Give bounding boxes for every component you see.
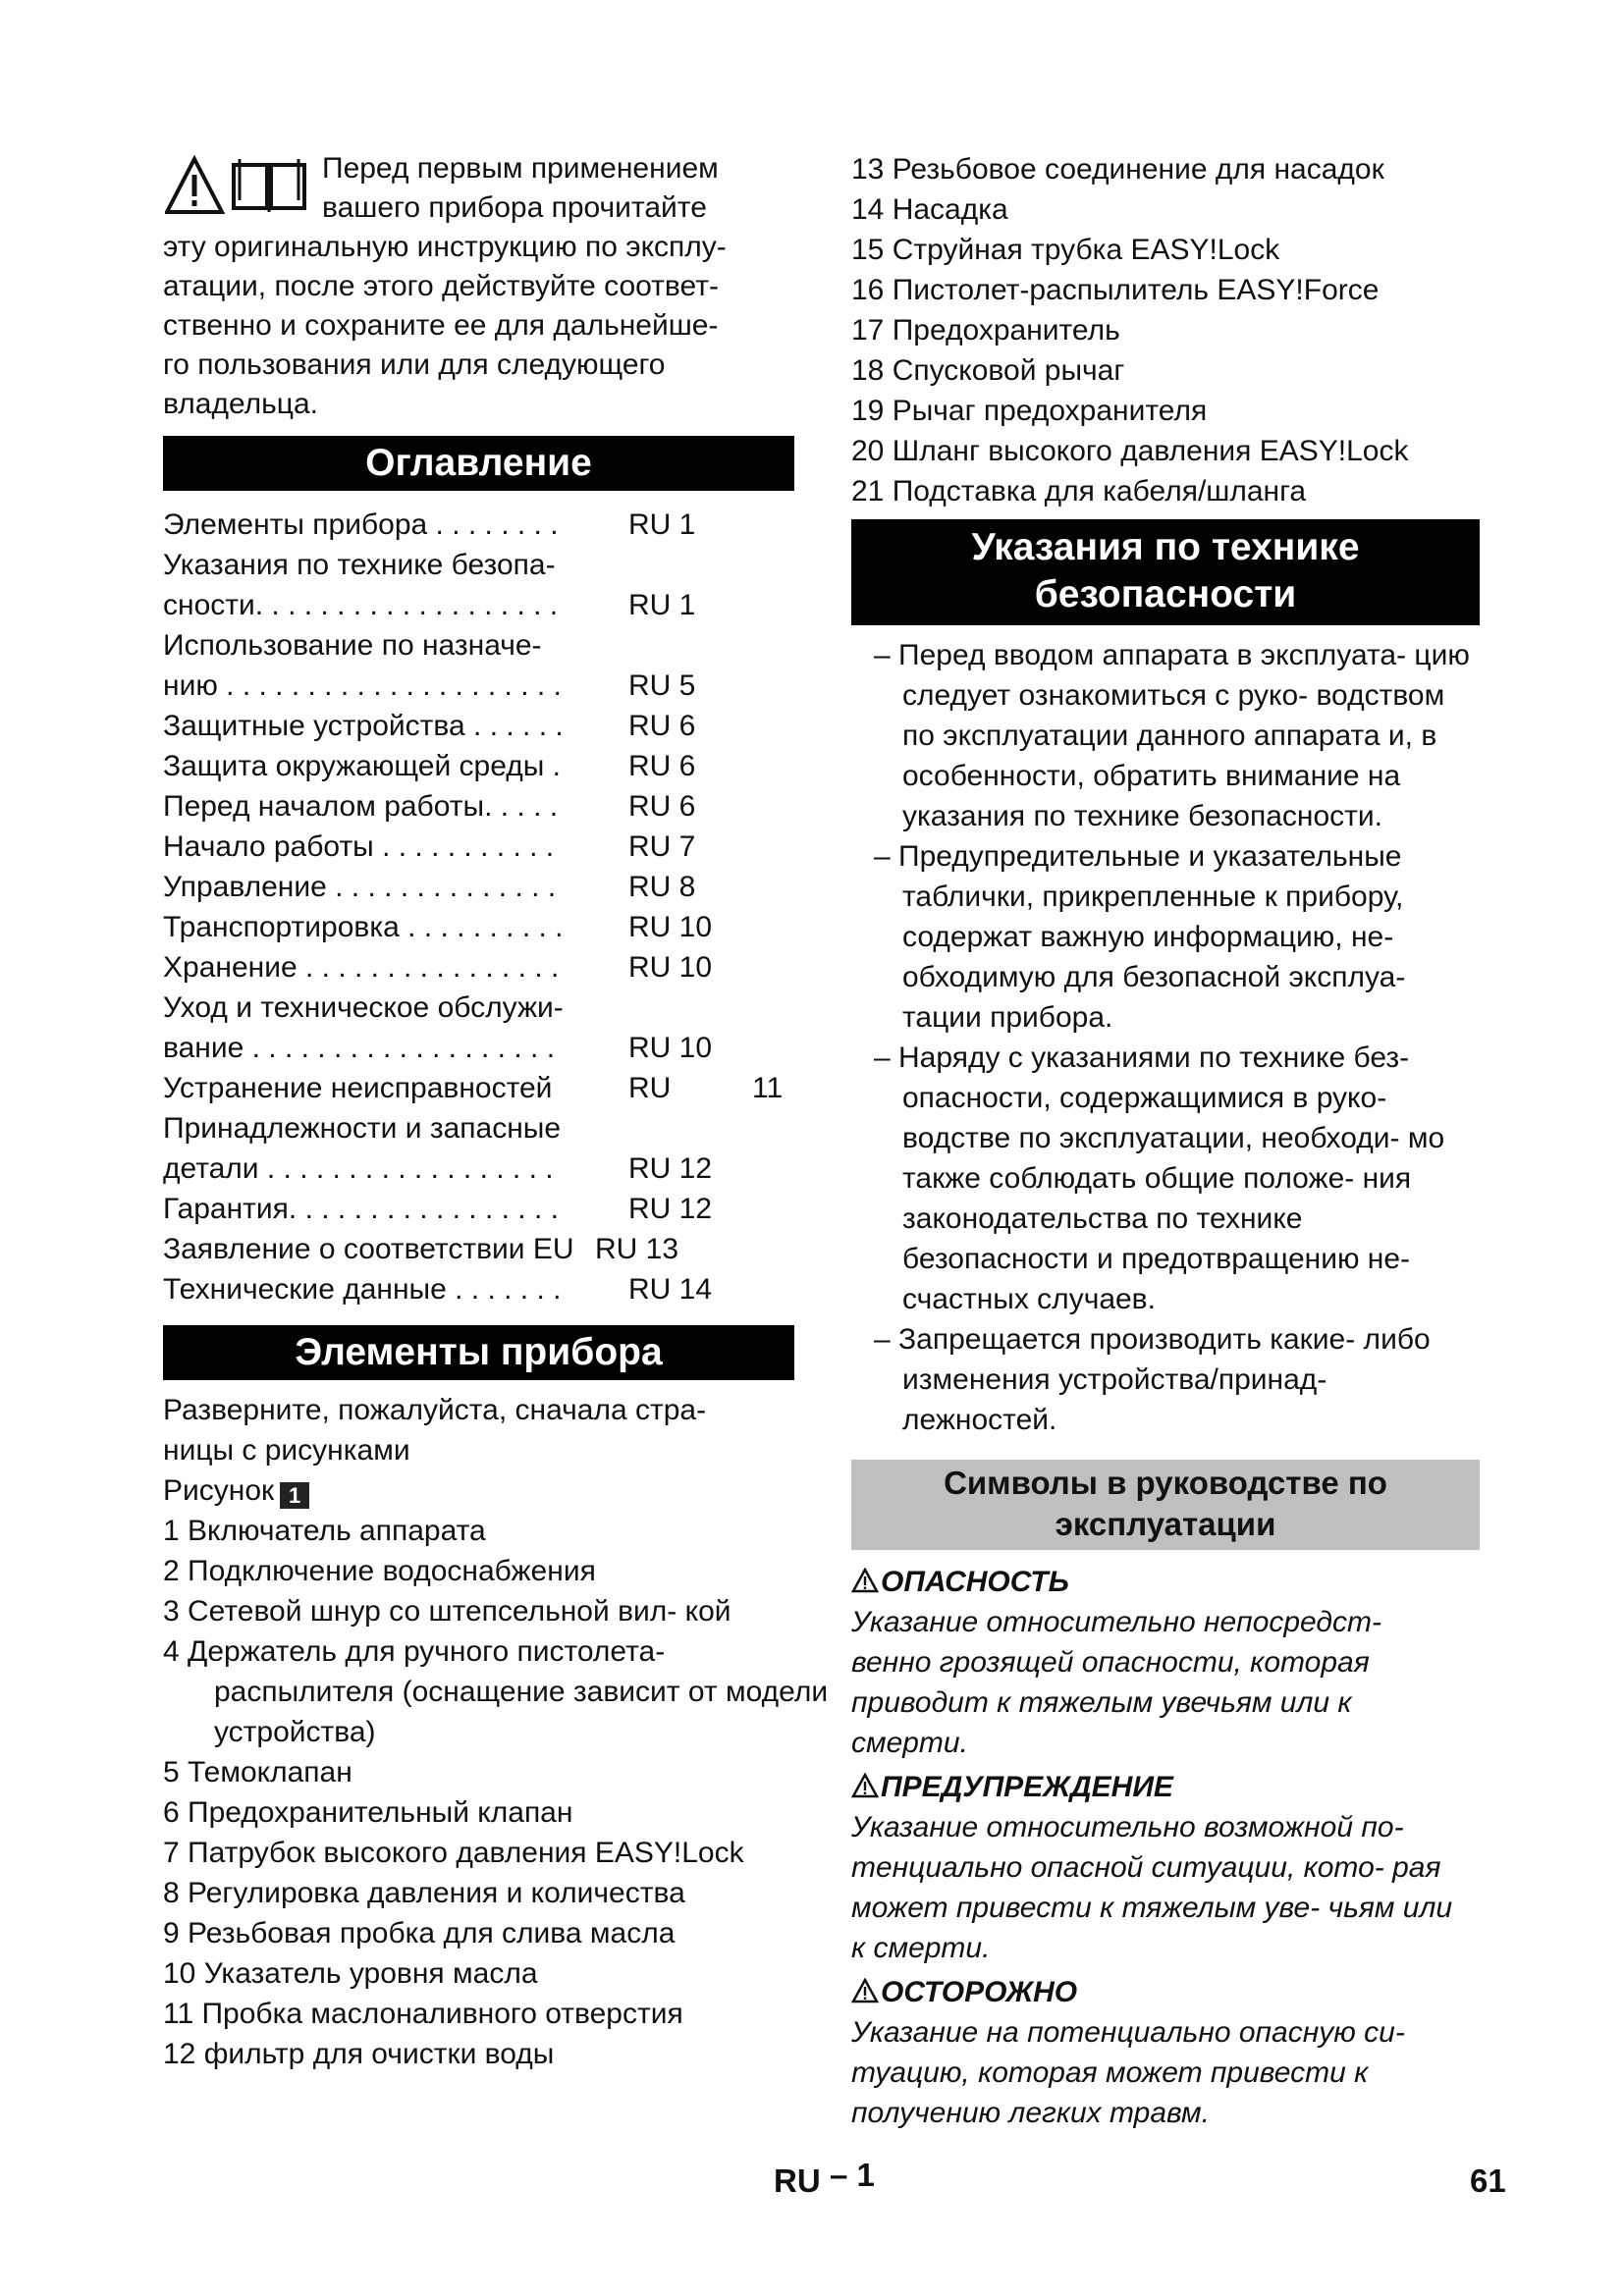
footer (0, 2155, 1624, 2204)
toc-row[interactable] (163, 867, 794, 907)
warning-triangle-icon (851, 1773, 879, 1798)
safety-item: – Перед вводом аппарата в эксплуата- цию следует ознакомиться с руко- водством по эксплуатации данного аппарата и, в особенности, обратить внимание на указания по технике безопасности. (874, 639, 1470, 832)
toc-row[interactable] (163, 625, 794, 666)
toc-page: RU 7 (628, 830, 696, 863)
toc-title: Технические данные . . . . . . . (163, 1273, 562, 1306)
toc-row[interactable] (163, 545, 794, 585)
list-item: 16 Пистолет-распылитель EASY!Force (851, 274, 1380, 306)
safety-item: – Наряду с указаниями по технике без- опасности, содержащимися в руко- водстве по эксплуатации, необходи- мо также соблюдать общие положе- ния законодательства по технике безопасности и предотвращению не- счастных случаев. (874, 1041, 1445, 1315)
toc-list (163, 505, 794, 1309)
toc-title: вание . . . . . . . . . . . . . . . . . . . (163, 1032, 556, 1064)
toc-title: Защитные устройства . . . . . . (163, 710, 564, 742)
list-item: 13 Резьбовое соединение для насадок (851, 153, 1384, 186)
toc-page: RU 10 (628, 911, 713, 943)
toc-page: RU 13 (595, 1233, 679, 1265)
elements-heading: Элементы прибора (163, 1325, 794, 1380)
toc-title: Хранение . . . . . . . . . . . . . . . . (163, 951, 560, 984)
list-item: 18 Спусковой рычаг (851, 354, 1125, 387)
manual-book-icon (230, 155, 308, 214)
toc-row[interactable] (163, 827, 794, 867)
symbols-heading (851, 1460, 1480, 1550)
danger-title-text: ОПАСНОСТЬ (881, 1566, 1069, 1598)
toc-page: RU 12 (628, 1193, 713, 1225)
intro-line-4: атации, после этого действуйте соответ- (163, 270, 719, 302)
symbols-heading-line-1: Символы в руководстве по (944, 1465, 1387, 1501)
toc-page: RU (628, 1072, 672, 1104)
toc-page: RU 10 (628, 1032, 713, 1064)
toc-page-number: 11 (752, 1072, 784, 1104)
toc-row[interactable] (163, 988, 794, 1028)
toc-title: Защита окружающей среды . (163, 750, 561, 782)
toc-row[interactable] (163, 1148, 794, 1189)
toc-title: сности. . . . . . . . . . . . . . . . . . . (163, 589, 559, 621)
toc-row[interactable] (163, 1269, 794, 1309)
warning-triangle-icon (851, 1978, 879, 2003)
toc-row[interactable] (163, 786, 794, 827)
toc-title: Указания по технике безопа- (163, 549, 556, 581)
toc-title: Использование по назначе- (163, 629, 542, 662)
list-item: 2 Подключение водоснабжения (163, 1555, 596, 1587)
list-item: 12 фильтр для очистки воды (163, 2038, 555, 2070)
list-item: 20 Шланг высокого давления EASY!Lock (851, 435, 1409, 467)
toc-page: RU 10 (628, 951, 713, 984)
figure-reference (163, 1470, 794, 1511)
elements-note-line-2: ницы с рисунками (163, 1434, 410, 1467)
toc-title: Устранение неисправностей (163, 1072, 553, 1104)
safety-item: – Запрещается производить какие- либо изменения устройства/принад- лежностей. (874, 1323, 1431, 1436)
intro-line-1: Перед первым применением (322, 152, 719, 185)
list-item: 1 Включатель аппарата (163, 1515, 486, 1547)
safety-item: – Предупредительные и указательные таблички, прикрепленные к прибору, содержат важную информацию, не- обходимую для безопасной эксплуа- тации прибора. (874, 840, 1406, 1034)
toc-title: Транспортировка . . . . . . . . . . (163, 911, 564, 943)
toc-title: нию . . . . . . . . . . . . . . . . . . . . . (163, 669, 562, 702)
list-item: 17 Предохранитель (851, 314, 1120, 347)
list-item: 21 Подставка для кабеля/шланга (851, 475, 1307, 507)
danger-text: Указание относительно непосредст- венно грозящей опасности, которая приводит к тяжелым увечьям или к смерти. (851, 1606, 1381, 1759)
toc-row[interactable] (163, 1028, 794, 1068)
list-item: 11 Пробка маслоналивного отверстия (163, 1998, 683, 2030)
toc-page: RU 14 (628, 1273, 713, 1306)
warning-triangle-icon (851, 1568, 879, 1593)
right-column (851, 149, 1480, 2133)
list-item: 3 Сетевой шнур со штепсельной вил- кой (163, 1595, 731, 1628)
toc-row[interactable] (163, 907, 794, 947)
list-item: 8 Регулировка давления и количества (163, 1877, 685, 1909)
safety-heading (851, 519, 1480, 625)
toc-title: Управление . . . . . . . . . . . . . . (163, 871, 557, 903)
symbols-block (851, 1562, 1480, 2133)
caution-text: Указание на потенциально опасную си- туацию, которая может привести к получению легких травм. (851, 2016, 1405, 2129)
intro-line-3: эту оригинальную инструкцию по эксплу- (163, 231, 727, 263)
toc-row[interactable] (163, 1189, 794, 1229)
danger-title (851, 1562, 1480, 1602)
toc-title: Заявление о соответствии EU (163, 1233, 574, 1265)
toc-title: Начало работы . . . . . . . . . . . (163, 830, 555, 863)
elements-note-line-1: Разверните, пожалуйста, сначала стра- (163, 1394, 707, 1426)
toc-row[interactable] (163, 746, 794, 786)
toc-page: RU 1 (628, 589, 696, 621)
warning-title-text: ПРЕДУПРЕЖДЕНИЕ (881, 1771, 1173, 1803)
toc-page: RU 5 (628, 669, 696, 702)
footer-section: RU (774, 2163, 821, 2199)
toc-row[interactable] (163, 1229, 794, 1269)
page-number: 61 (1470, 2163, 1506, 2199)
list-item: 15 Струйная трубка EASY!Lock (851, 234, 1280, 266)
elements-intro (163, 1390, 794, 1511)
toc-page: RU 6 (628, 750, 696, 782)
toc-title: Принадлежности и запасные (163, 1112, 562, 1145)
toc-title: детали . . . . . . . . . . . . . . . . . . (163, 1152, 554, 1185)
toc-heading: Оглавление (163, 436, 794, 491)
left-column (163, 149, 829, 2074)
figure-label: Рисунок (163, 1474, 275, 1507)
toc-title: Уход и техническое обслужи- (163, 991, 564, 1024)
intro-line-2: вашего прибора прочитайте (322, 191, 707, 224)
list-item: 4 Держатель для ручного пистолета- распылителя (оснащение зависит от модели устройства) (163, 1635, 829, 1748)
toc-row[interactable] (163, 585, 794, 625)
list-item: 9 Резьбовая пробка для слива масла (163, 1917, 676, 1949)
toc-row[interactable] (163, 1068, 794, 1108)
elements-list-left (163, 1511, 829, 2074)
footer-section-page: – 1 (830, 2157, 875, 2193)
toc-row[interactable] (163, 666, 794, 706)
toc-page: RU 8 (628, 871, 696, 903)
safety-heading-line-1: Указания по технике (971, 526, 1360, 568)
list-item: 14 Насадка (851, 193, 1008, 226)
toc-page: RU 12 (628, 1152, 713, 1185)
warning-text: Указание относительно возможной по- тенциально опасной ситуации, кото- рая может привести к тяжелым уве- чьям или к смерти. (851, 1811, 1453, 1964)
list-item: 6 Предохранительный клапан (163, 1796, 573, 1829)
toc-title: Элементы прибора . . . . . . . . (163, 508, 559, 541)
toc-page: RU 1 (628, 508, 696, 541)
toc-row[interactable] (163, 947, 794, 988)
toc-title: Перед началом работы. . . . . (163, 790, 559, 823)
toc-row[interactable] (163, 706, 794, 746)
intro-line-6: го пользования или для следующего (163, 348, 666, 381)
symbols-heading-line-2: эксплуатации (1055, 1506, 1276, 1542)
toc-page: RU 6 (628, 790, 696, 823)
toc-page: RU 6 (628, 710, 696, 742)
intro-line-5: ственно и сохраните ее для дальнейше- (163, 309, 719, 342)
list-item: 19 Рычаг предохранителя (851, 395, 1208, 427)
toc-row[interactable] (163, 505, 794, 545)
toc-title: Гарантия. . . . . . . . . . . . . . . . . (163, 1193, 559, 1225)
toc-row[interactable] (163, 1108, 794, 1148)
list-item: 10 Указатель уровня масла (163, 1957, 538, 1990)
caution-title-text: ОСТОРОЖНО (881, 1976, 1078, 2008)
figure-number-badge: 1 (280, 1482, 309, 1509)
caution-title (851, 1972, 1480, 2012)
intro-block (163, 149, 794, 424)
safety-list (851, 635, 1480, 1440)
elements-list-right (851, 149, 1480, 511)
intro-line-7: владельца. (163, 388, 318, 420)
warning-title (851, 1767, 1480, 1807)
list-item: 5 Темоклапан (163, 1756, 352, 1789)
safety-heading-line-2: безопасности (1034, 573, 1297, 615)
list-item: 7 Патрубок высокого давления EASY!Lock (163, 1837, 744, 1869)
